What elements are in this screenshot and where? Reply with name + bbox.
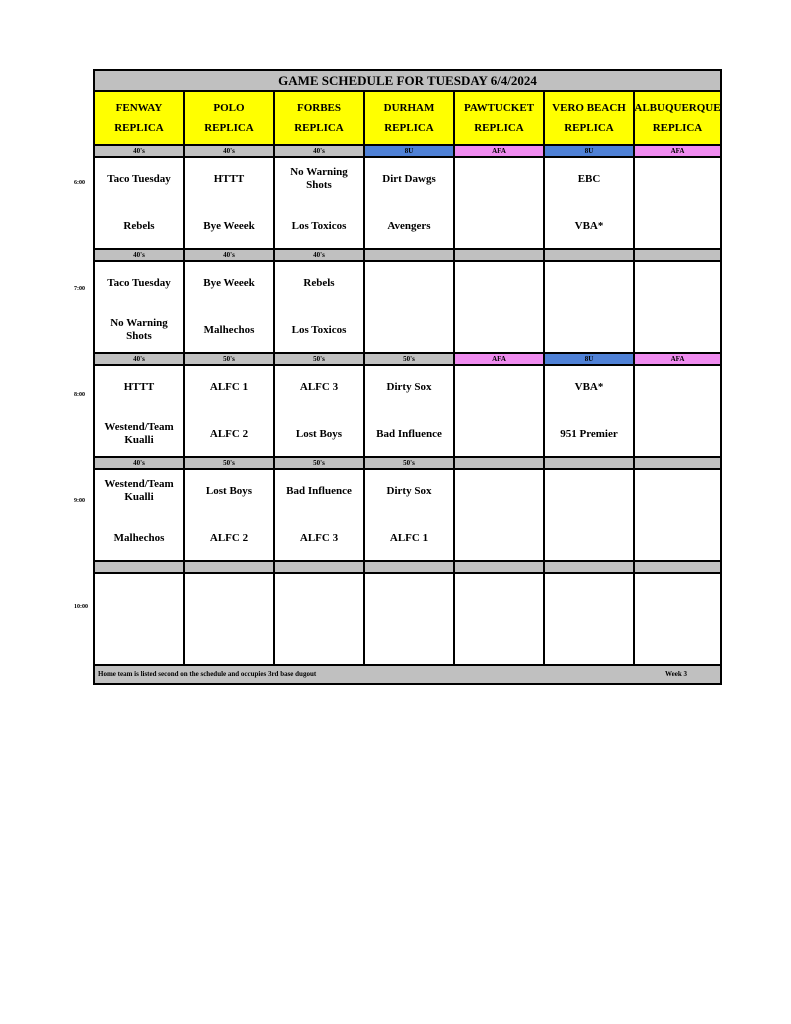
- field-sub: REPLICA: [384, 122, 434, 134]
- division-label: [545, 562, 635, 574]
- division-label: AFA: [635, 354, 720, 366]
- game-cell: [455, 158, 545, 250]
- game-cell: [95, 262, 185, 354]
- away-team: Dirty Sox: [386, 380, 432, 393]
- home-team: [457, 522, 541, 554]
- away-team: [637, 164, 718, 194]
- game-cell: [365, 470, 455, 562]
- home-team: [547, 314, 631, 346]
- division-label: 40's: [185, 146, 275, 158]
- division-label: [635, 562, 720, 574]
- division-label: 50's: [185, 354, 275, 366]
- away-team: [637, 268, 718, 298]
- division-label: [365, 562, 455, 574]
- game-cell: [185, 470, 275, 562]
- game-cell: [635, 574, 720, 666]
- division-label: 40's: [275, 146, 365, 158]
- away-team: Westend/Team Kualli: [104, 478, 174, 503]
- home-team: ALFC 2: [209, 427, 249, 440]
- game-cell: [365, 158, 455, 250]
- division-label: 8U: [545, 354, 635, 366]
- field-sub: REPLICA: [294, 122, 344, 134]
- home-team: [637, 626, 718, 658]
- game-cell: [185, 574, 275, 666]
- game-cell: [275, 366, 365, 458]
- field-name: PAWTUCKET: [463, 102, 535, 114]
- home-team: [637, 210, 718, 242]
- home-team: [457, 418, 541, 450]
- time-label: 8:00: [74, 392, 85, 398]
- home-team: [457, 314, 541, 346]
- away-team: [637, 476, 718, 506]
- away-team: Dirt Dawgs: [382, 172, 436, 185]
- away-team: Lost Boys: [205, 484, 253, 497]
- division-row: [95, 354, 720, 366]
- home-team: ALFC 2: [209, 531, 249, 544]
- home-team: Avengers: [387, 219, 431, 232]
- away-team: [367, 580, 451, 610]
- away-team: [637, 580, 718, 610]
- away-team: [367, 268, 451, 298]
- home-team: [547, 522, 631, 554]
- away-team: Rebels: [303, 276, 335, 289]
- game-cell: [545, 470, 635, 562]
- home-team: Malhechos: [113, 531, 165, 544]
- game-cell: [635, 470, 720, 562]
- division-label: 8U: [365, 146, 455, 158]
- game-cell: [185, 158, 275, 250]
- game-row: [95, 158, 720, 250]
- field-sub: REPLICA: [114, 122, 164, 134]
- field-name: FENWAY: [115, 102, 163, 114]
- home-team: Los Toxicos: [291, 219, 347, 232]
- division-label: [185, 562, 275, 574]
- game-cell: [275, 262, 365, 354]
- game-cell: [545, 262, 635, 354]
- division-label: 50's: [275, 458, 365, 470]
- game-cell: [95, 470, 185, 562]
- division-label: 50's: [365, 354, 455, 366]
- game-cell: [365, 574, 455, 666]
- away-team: Bye Weeek: [203, 276, 255, 289]
- division-label: [545, 250, 635, 262]
- game-cell: [185, 366, 275, 458]
- game-row: [95, 574, 720, 666]
- time-label: 9:00: [74, 498, 85, 504]
- division-label: 40's: [185, 250, 275, 262]
- division-label: 40's: [95, 458, 185, 470]
- game-cell: [635, 366, 720, 458]
- home-team: [277, 626, 361, 658]
- division-label: [455, 458, 545, 470]
- home-team: VBA*: [574, 219, 604, 232]
- game-cell: [275, 470, 365, 562]
- home-team: [637, 522, 718, 554]
- division-label: 40's: [275, 250, 365, 262]
- game-row: [95, 262, 720, 354]
- field-header-row: [95, 92, 720, 146]
- time-label: 10:00: [74, 604, 88, 610]
- field-header-forbes: [275, 92, 365, 146]
- schedule-footer: [95, 666, 720, 683]
- home-team: [547, 626, 631, 658]
- field-sub: REPLICA: [204, 122, 254, 134]
- home-team: [97, 626, 181, 658]
- game-row: [95, 470, 720, 562]
- home-team: ALFC 3: [299, 531, 339, 544]
- division-label: [365, 250, 455, 262]
- division-label: [545, 458, 635, 470]
- division-label: [635, 250, 720, 262]
- home-team: Rebels: [123, 219, 155, 232]
- home-team: [457, 626, 541, 658]
- away-team: [457, 164, 541, 194]
- time-label: 7:00: [74, 286, 85, 292]
- game-cell: [455, 366, 545, 458]
- field-header-vero-beach: [545, 92, 635, 146]
- game-cell: [545, 158, 635, 250]
- away-team: [187, 580, 271, 610]
- away-team: [277, 580, 361, 610]
- game-cell: [545, 574, 635, 666]
- home-team: [457, 210, 541, 242]
- away-team: HTTT: [123, 380, 155, 393]
- game-cell: [275, 574, 365, 666]
- field-header-fenway: [95, 92, 185, 146]
- home-team: 951 Premier: [560, 427, 618, 440]
- home-team: [367, 626, 451, 658]
- home-team: [367, 314, 451, 346]
- home-team: No Warning Shots: [110, 317, 168, 342]
- division-label: 50's: [185, 458, 275, 470]
- division-label: [455, 562, 545, 574]
- field-header-pawtucket: [455, 92, 545, 146]
- division-label: [95, 562, 185, 574]
- away-team: [97, 580, 181, 610]
- game-cell: [545, 366, 635, 458]
- field-header-albuquerque: [635, 92, 720, 146]
- home-team: Bad Influence: [376, 427, 442, 440]
- division-row: [95, 250, 720, 262]
- division-label: AFA: [455, 354, 545, 366]
- away-team: ALFC 1: [209, 380, 249, 393]
- division-label: 40's: [95, 146, 185, 158]
- division-label: AFA: [455, 146, 545, 158]
- away-team: [457, 476, 541, 506]
- field-sub: REPLICA: [564, 122, 614, 134]
- field-header-polo: [185, 92, 275, 146]
- away-team: Taco Tuesday: [107, 172, 171, 185]
- away-team: VBA*: [574, 380, 604, 393]
- game-cell: [365, 366, 455, 458]
- away-team: [457, 580, 541, 610]
- away-team: [547, 580, 631, 610]
- game-cell: [635, 158, 720, 250]
- game-cell: [95, 366, 185, 458]
- division-label: 8U: [545, 146, 635, 158]
- field-name: DURHAM: [383, 102, 435, 114]
- away-team: Bad Influence: [286, 484, 352, 497]
- time-label: 6:00: [74, 180, 85, 186]
- away-team: Dirty Sox: [386, 484, 432, 497]
- footer-note: Home team is listed second on the schedule and occupies 3rd base dugout: [98, 670, 317, 678]
- field-name: VERO BEACH: [552, 102, 626, 114]
- home-team: Lost Boys: [295, 427, 343, 440]
- division-label: [275, 562, 365, 574]
- field-header-durham: [365, 92, 455, 146]
- division-label: 50's: [365, 458, 455, 470]
- game-cell: [635, 262, 720, 354]
- field-sub: REPLICA: [474, 122, 524, 134]
- game-cell: [185, 262, 275, 354]
- away-team: [637, 372, 718, 402]
- field-sub: REPLICA: [652, 122, 703, 134]
- home-team: ALFC 1: [389, 531, 429, 544]
- away-team: [457, 372, 541, 402]
- division-row: [95, 146, 720, 158]
- home-team: Los Toxicos: [291, 323, 347, 336]
- division-row: [95, 562, 720, 574]
- field-name: ALBUQUERQUE: [634, 102, 721, 114]
- game-cell: [455, 574, 545, 666]
- home-team: [637, 418, 718, 450]
- home-team: [637, 314, 718, 346]
- home-team: Bye Weeek: [203, 219, 255, 232]
- game-cell: [455, 470, 545, 562]
- game-row: [95, 366, 720, 458]
- away-team: No Warning Shots: [290, 166, 348, 191]
- division-label: 40's: [95, 250, 185, 262]
- division-label: [635, 458, 720, 470]
- schedule-title: GAME SCHEDULE FOR TUESDAY 6/4/2024: [95, 71, 720, 92]
- home-team: Malhechos: [203, 323, 255, 336]
- schedule-table: [93, 69, 722, 685]
- field-name: FORBES: [296, 102, 341, 114]
- field-name: POLO: [213, 102, 245, 114]
- away-team: [457, 268, 541, 298]
- week-label: Week 3: [665, 670, 687, 678]
- game-cell: [455, 262, 545, 354]
- game-cell: [365, 262, 455, 354]
- division-label: [455, 250, 545, 262]
- division-label: 50's: [275, 354, 365, 366]
- away-team: ALFC 3: [299, 380, 339, 393]
- division-row: [95, 458, 720, 470]
- division-label: 40's: [95, 354, 185, 366]
- time-slots: [95, 146, 720, 666]
- away-team: Taco Tuesday: [107, 276, 171, 289]
- division-label: AFA: [635, 146, 720, 158]
- home-team: Westend/Team Kualli: [104, 421, 174, 446]
- game-cell: [275, 158, 365, 250]
- home-team: [187, 626, 271, 658]
- away-team: [547, 476, 631, 506]
- game-cell: [95, 158, 185, 250]
- away-team: HTTT: [213, 172, 245, 185]
- away-team: EBC: [577, 172, 601, 185]
- game-cell: [95, 574, 185, 666]
- away-team: [547, 268, 631, 298]
